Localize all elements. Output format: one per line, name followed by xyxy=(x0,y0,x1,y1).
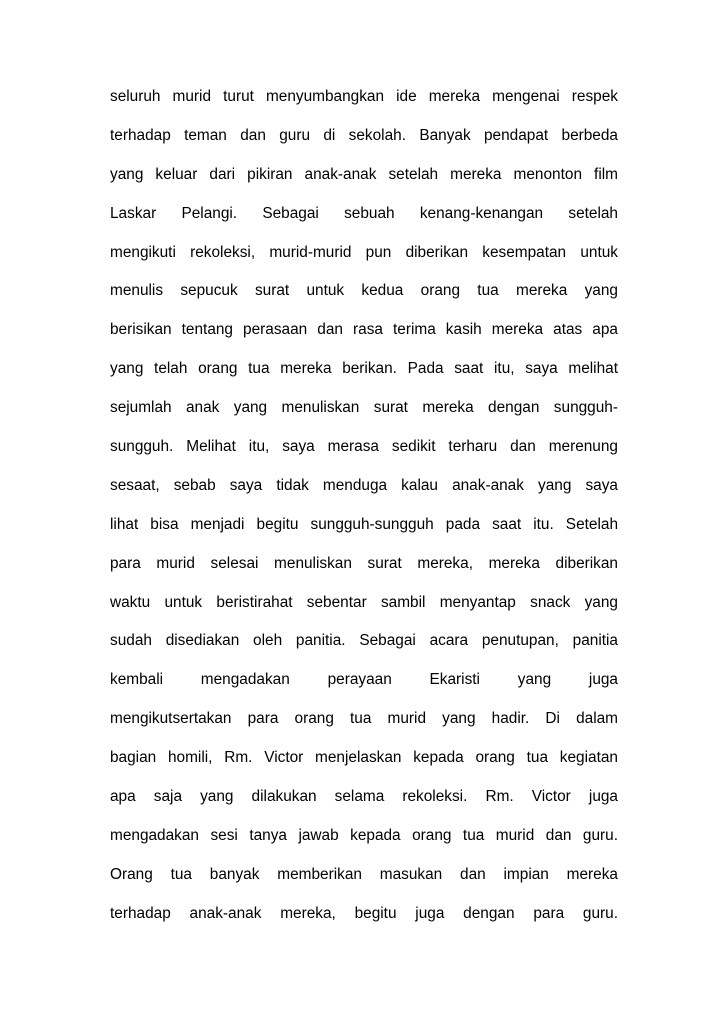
text-line-20: mengadakan sesi tanya jawab kepada orang tua murid dan guru. xyxy=(110,826,618,844)
text-line-7: berisikan tentang perasaan dan rasa terima kasih mereka atas apa xyxy=(110,321,618,339)
body-paragraph xyxy=(110,86,618,942)
text-line-13: para murid selesai menuliskan surat mereka, mereka diberikan xyxy=(110,554,618,572)
text-line-9: sejumlah anak yang menuliskan surat mereka dengan sungguh- xyxy=(110,399,618,417)
text-line-19: apa saja yang dilakukan selama rekoleksi. Rm. Victor juga xyxy=(110,788,618,806)
text-line-10: sungguh. Melihat itu, saya merasa sedikit terharu dan merenung xyxy=(110,438,618,456)
text-line-21: Orang tua banyak memberikan masukan dan impian mereka xyxy=(110,865,618,883)
text-line-8: yang telah orang tua mereka berikan. Pada saat itu, saya melihat xyxy=(110,360,618,378)
text-line-5: mengikuti rekoleksi, murid-murid pun diberikan kesempatan untuk xyxy=(110,243,618,261)
text-line-3: yang keluar dari pikiran anak-anak setelah mereka menonton film xyxy=(110,165,618,183)
text-line-11: sesaat, sebab saya tidak menduga kalau anak-anak yang saya xyxy=(110,476,618,494)
text-line-18: bagian homili, Rm. Victor menjelaskan kepada orang tua kegiatan xyxy=(110,749,618,767)
text-line-14: waktu untuk beristirahat sebentar sambil menyantap snack yang xyxy=(110,593,618,611)
text-line-1: seluruh murid turut menyumbangkan ide mereka mengenai respek xyxy=(110,88,618,105)
text-line-12: lihat bisa menjadi begitu sungguh-sungguh pada saat itu. Setelah xyxy=(110,515,618,533)
text-line-6: menulis sepucuk surat untuk kedua orang tua mereka yang xyxy=(110,282,618,300)
text-line-16: kembali mengadakan perayaan Ekaristi yang juga xyxy=(110,671,618,689)
text-line-2: terhadap teman dan guru di sekolah. Banyak pendapat berbeda xyxy=(110,126,618,144)
text-line-15: sudah disediakan oleh panitia. Sebagai acara penutupan, panitia xyxy=(110,632,618,650)
text-line-4: Laskar Pelangi. Sebagai sebuah kenang-kenangan setelah xyxy=(110,204,618,222)
text-line-22: terhadap anak-anak mereka, begitu juga dengan para guru. xyxy=(110,904,618,922)
text-line-17: mengikutsertakan para orang tua murid yang hadir. Di dalam xyxy=(110,710,618,728)
